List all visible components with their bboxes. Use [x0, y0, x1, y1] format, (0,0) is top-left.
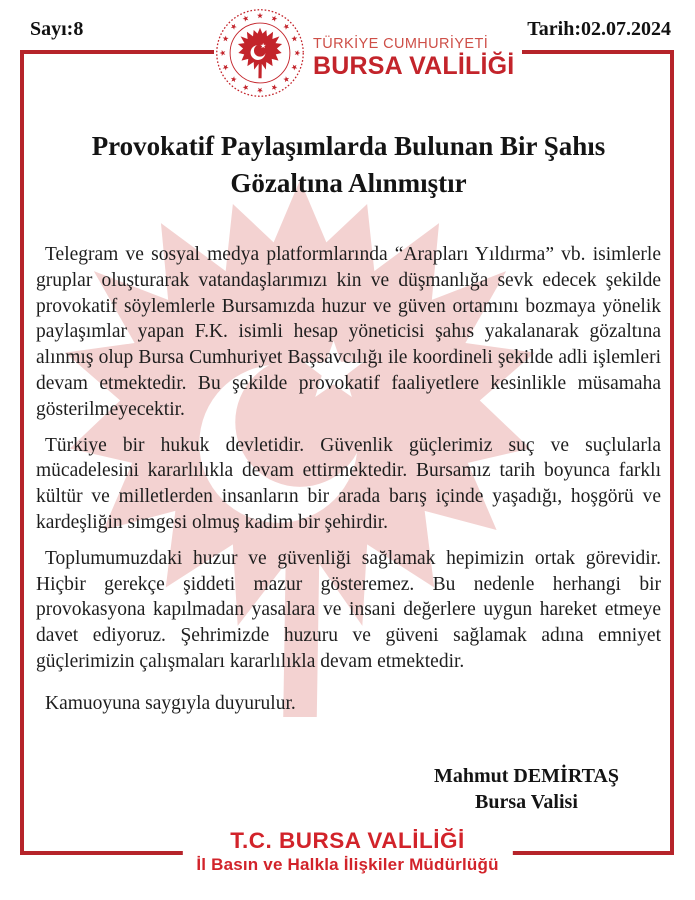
- document-frame: [20, 50, 674, 855]
- letterhead-text: [313, 27, 514, 79]
- org-name-governorship: BURSA VALİLİĞİ: [313, 51, 515, 80]
- governorship-emblem-icon: [214, 7, 306, 99]
- footer-department: İl Basın ve Halkla İlişkiler Müdürlüğü: [196, 855, 499, 874]
- paragraph-1: Telegram ve sosyal medya platformlarında “Arapları Yıldırma” vb. isimlerle gruplar oluşturarak vatandaşlarımızı kin ve düşmanlığa sevk edecek şekilde provokatif söylemlerle Bursamızda huzur ve güven ortamını bozmaya yönelik paylaşımlar yapan F.K. isimli hesap yöneticisi şahıs yakalanarak gözaltına alınmış olup Bursa Cumhuriyet Başsavcılığı ile koordineli şekilde adli işlemleri devam etmektedir. Bu şekilde provokatif faaliyetlere kesinlikle müsamaha gösterilmeyecektir.: [36, 244, 661, 420]
- signatory-name: Mahmut DEMİRTAŞ: [433, 764, 619, 787]
- footer-org-name: T.C. BURSA VALİLİĞİ: [230, 828, 465, 853]
- org-name-country: TÜRKİYE CUMHURİYETİ: [313, 36, 489, 53]
- closing-line: Kamuoyuna saygıyla duyurulur.: [45, 692, 296, 714]
- footer: [182, 829, 512, 875]
- document-number-label: Sayı:8: [30, 18, 84, 40]
- signatory-title: Bursa Valisi: [475, 790, 578, 813]
- title-line-1: Provokatif Paylaşımlarda Bulunan Bir Şahıs: [91, 131, 606, 161]
- letterhead: [214, 4, 522, 102]
- document-date-label: Tarih:02.07.2024: [527, 18, 671, 40]
- paragraph-2: Türkiye bir hukuk devletidir. Güvenlik güçlerimiz suç ve suçlularla mücadelesini kararlılıkla devam ettirmektedir. Bursamız tarih boyunca farklı kültür ve milletlerden insanların bir arada barış içinde yaşadığı, hoşgörü ve kardeşliğin simgesi olmuş kadim bir şehirdir.: [36, 434, 661, 533]
- paragraph-3: Toplumumuzdaki huzur ve güvenliği sağlamak hepimizin ortak görevidir. Hiçbir gerekçe şiddeti mazur gösteremez. Bu nedenle herhangi bir provokasyona kapılmadan yasalara ve insani değerlere uygun hareket etmeye davet ediyoruz. Şehrimizde huzuru ve güveni sağlamak adına emniyet güçlerimizin çalışmaları kararlılıkla devam etmektedir.: [36, 547, 661, 672]
- title-line-2: Gözaltına Alınmıştır: [230, 168, 467, 198]
